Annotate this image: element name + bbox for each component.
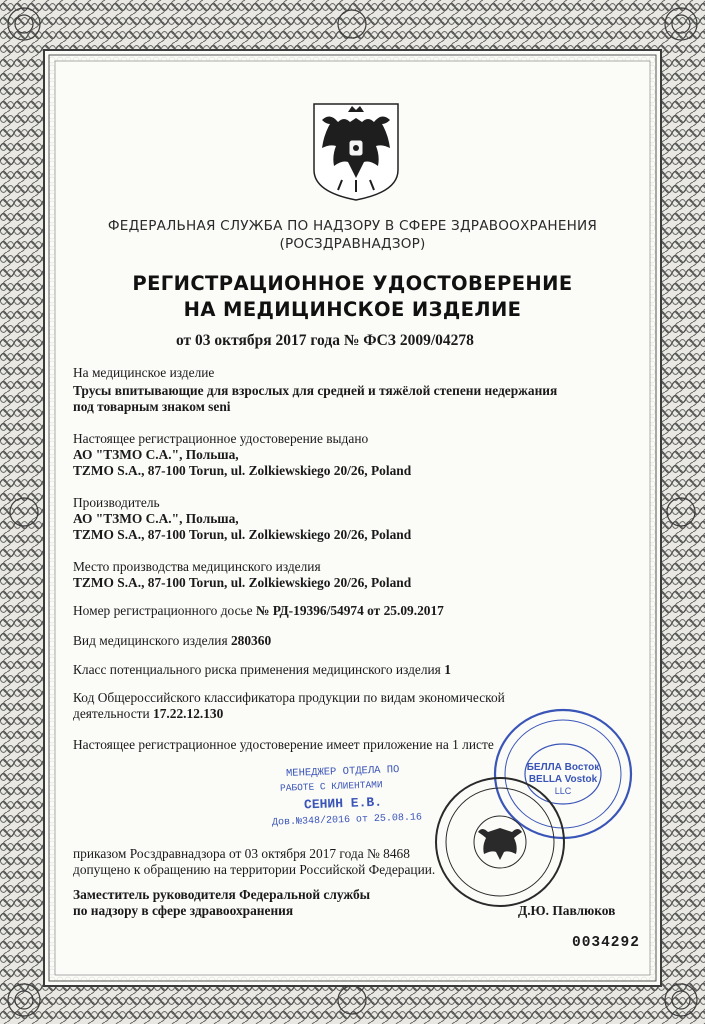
seal-company-en: BELLA Vostok xyxy=(528,774,598,785)
agency-name: ФЕДЕРАЛЬНАЯ СЛУЖБА ПО НАДЗОРУ В СФЕРЕ ЗДРАВООХРАНЕНИЯ xyxy=(107,218,598,234)
dossier-line xyxy=(73,603,444,619)
risk-class-label: Класс потенциального риска применения медицинского изделия xyxy=(73,662,445,677)
device-type-line xyxy=(73,633,271,649)
notary-stamp-title: МЕНЕДЖЕР ОТДЕЛА ПО xyxy=(285,764,400,780)
issued-to-label: Настоящее регистрационное удостоверение выдано xyxy=(73,431,369,446)
seal-company-ru: БЕЛЛА Восток xyxy=(526,762,600,773)
document-subtitle: НА МЕДИЦИНСКОЕ ИЗДЕЛИЕ xyxy=(183,298,522,321)
okpd-label: Код Общероссийского классификатора продукции по видам экономической xyxy=(73,690,505,705)
agency-abbreviation: (РОСЗДРАВНАДЗОР) xyxy=(279,236,426,252)
issued-to-company: АО "ТЗМО С.А.", Польша, xyxy=(73,447,239,462)
serial-number: 0034292 xyxy=(572,935,640,951)
notary-stamp-dept: РАБОТЕ С КЛИЕНТАМИ xyxy=(279,779,383,794)
coat-of-arms-icon xyxy=(308,100,404,202)
okpd-label-cont: деятельности xyxy=(73,706,154,721)
official-seal-icon xyxy=(430,772,570,912)
signatory-title: Заместитель руководителя Федеральной службы xyxy=(73,887,371,902)
manufacturer-company: АО "ТЗМО С.А.", Польша, xyxy=(73,511,239,526)
notary-stamp-proxy: Дов.№348/2016 от 25.08.16 xyxy=(271,812,423,829)
issued-to-address: TZMO S.A., 87-100 Torun, ul. Zolkiewskiego 20/26, Poland xyxy=(73,463,412,478)
manufacturer-address: TZMO S.A., 87-100 Torun, ul. Zolkiewskiego 20/26, Poland xyxy=(73,527,412,542)
certificate-date-number: от 03 октября 2017 года № ФСЗ 2009/04278 xyxy=(176,332,474,349)
okpd-value: 17.22.12.130 xyxy=(153,706,224,721)
production-site-label: Место производства медицинского изделия xyxy=(73,559,321,574)
notary-stamp-name: СЕНИН Е.В. xyxy=(303,794,383,813)
admission-line: допущено к обращению на территории Российской Федерации. xyxy=(73,862,436,877)
device-type-label: Вид медицинского изделия xyxy=(73,633,231,648)
appendix-line: Настоящее регистрационное удостоверение имеет приложение на 1 листе xyxy=(73,737,494,752)
document-title: РЕГИСТРАЦИОННОЕ УДОСТОВЕРЕНИЕ xyxy=(132,272,573,295)
device-name: Трусы впитывающие для взрослых для средней и тяжёлой степени недержания xyxy=(73,383,558,398)
okpd-line xyxy=(73,706,223,722)
risk-class-value: 1 xyxy=(444,662,451,677)
seal-company-form: LLC xyxy=(554,786,572,796)
device-label: На медицинское изделие xyxy=(73,365,215,380)
dossier-value: № РД-19396/54974 от 25.09.2017 xyxy=(255,603,444,618)
device-trademark: под товарным знаком seni xyxy=(73,399,231,414)
production-site-address: TZMO S.A., 87-100 Torun, ul. Zolkiewskiego 20/26, Poland xyxy=(73,575,412,590)
dossier-label: Номер регистрационного досье xyxy=(73,603,256,618)
manufacturer-label: Производитель xyxy=(73,495,160,510)
signatory-title-cont: по надзору в сфере здравоохранения xyxy=(73,903,294,918)
order-line: приказом Росздравнадзора от 03 октября 2017 года № 8468 xyxy=(73,846,410,861)
signatory-name: Д.Ю. Павлюков xyxy=(518,903,616,918)
risk-class-line xyxy=(73,662,451,678)
device-type-value: 280360 xyxy=(230,633,272,648)
